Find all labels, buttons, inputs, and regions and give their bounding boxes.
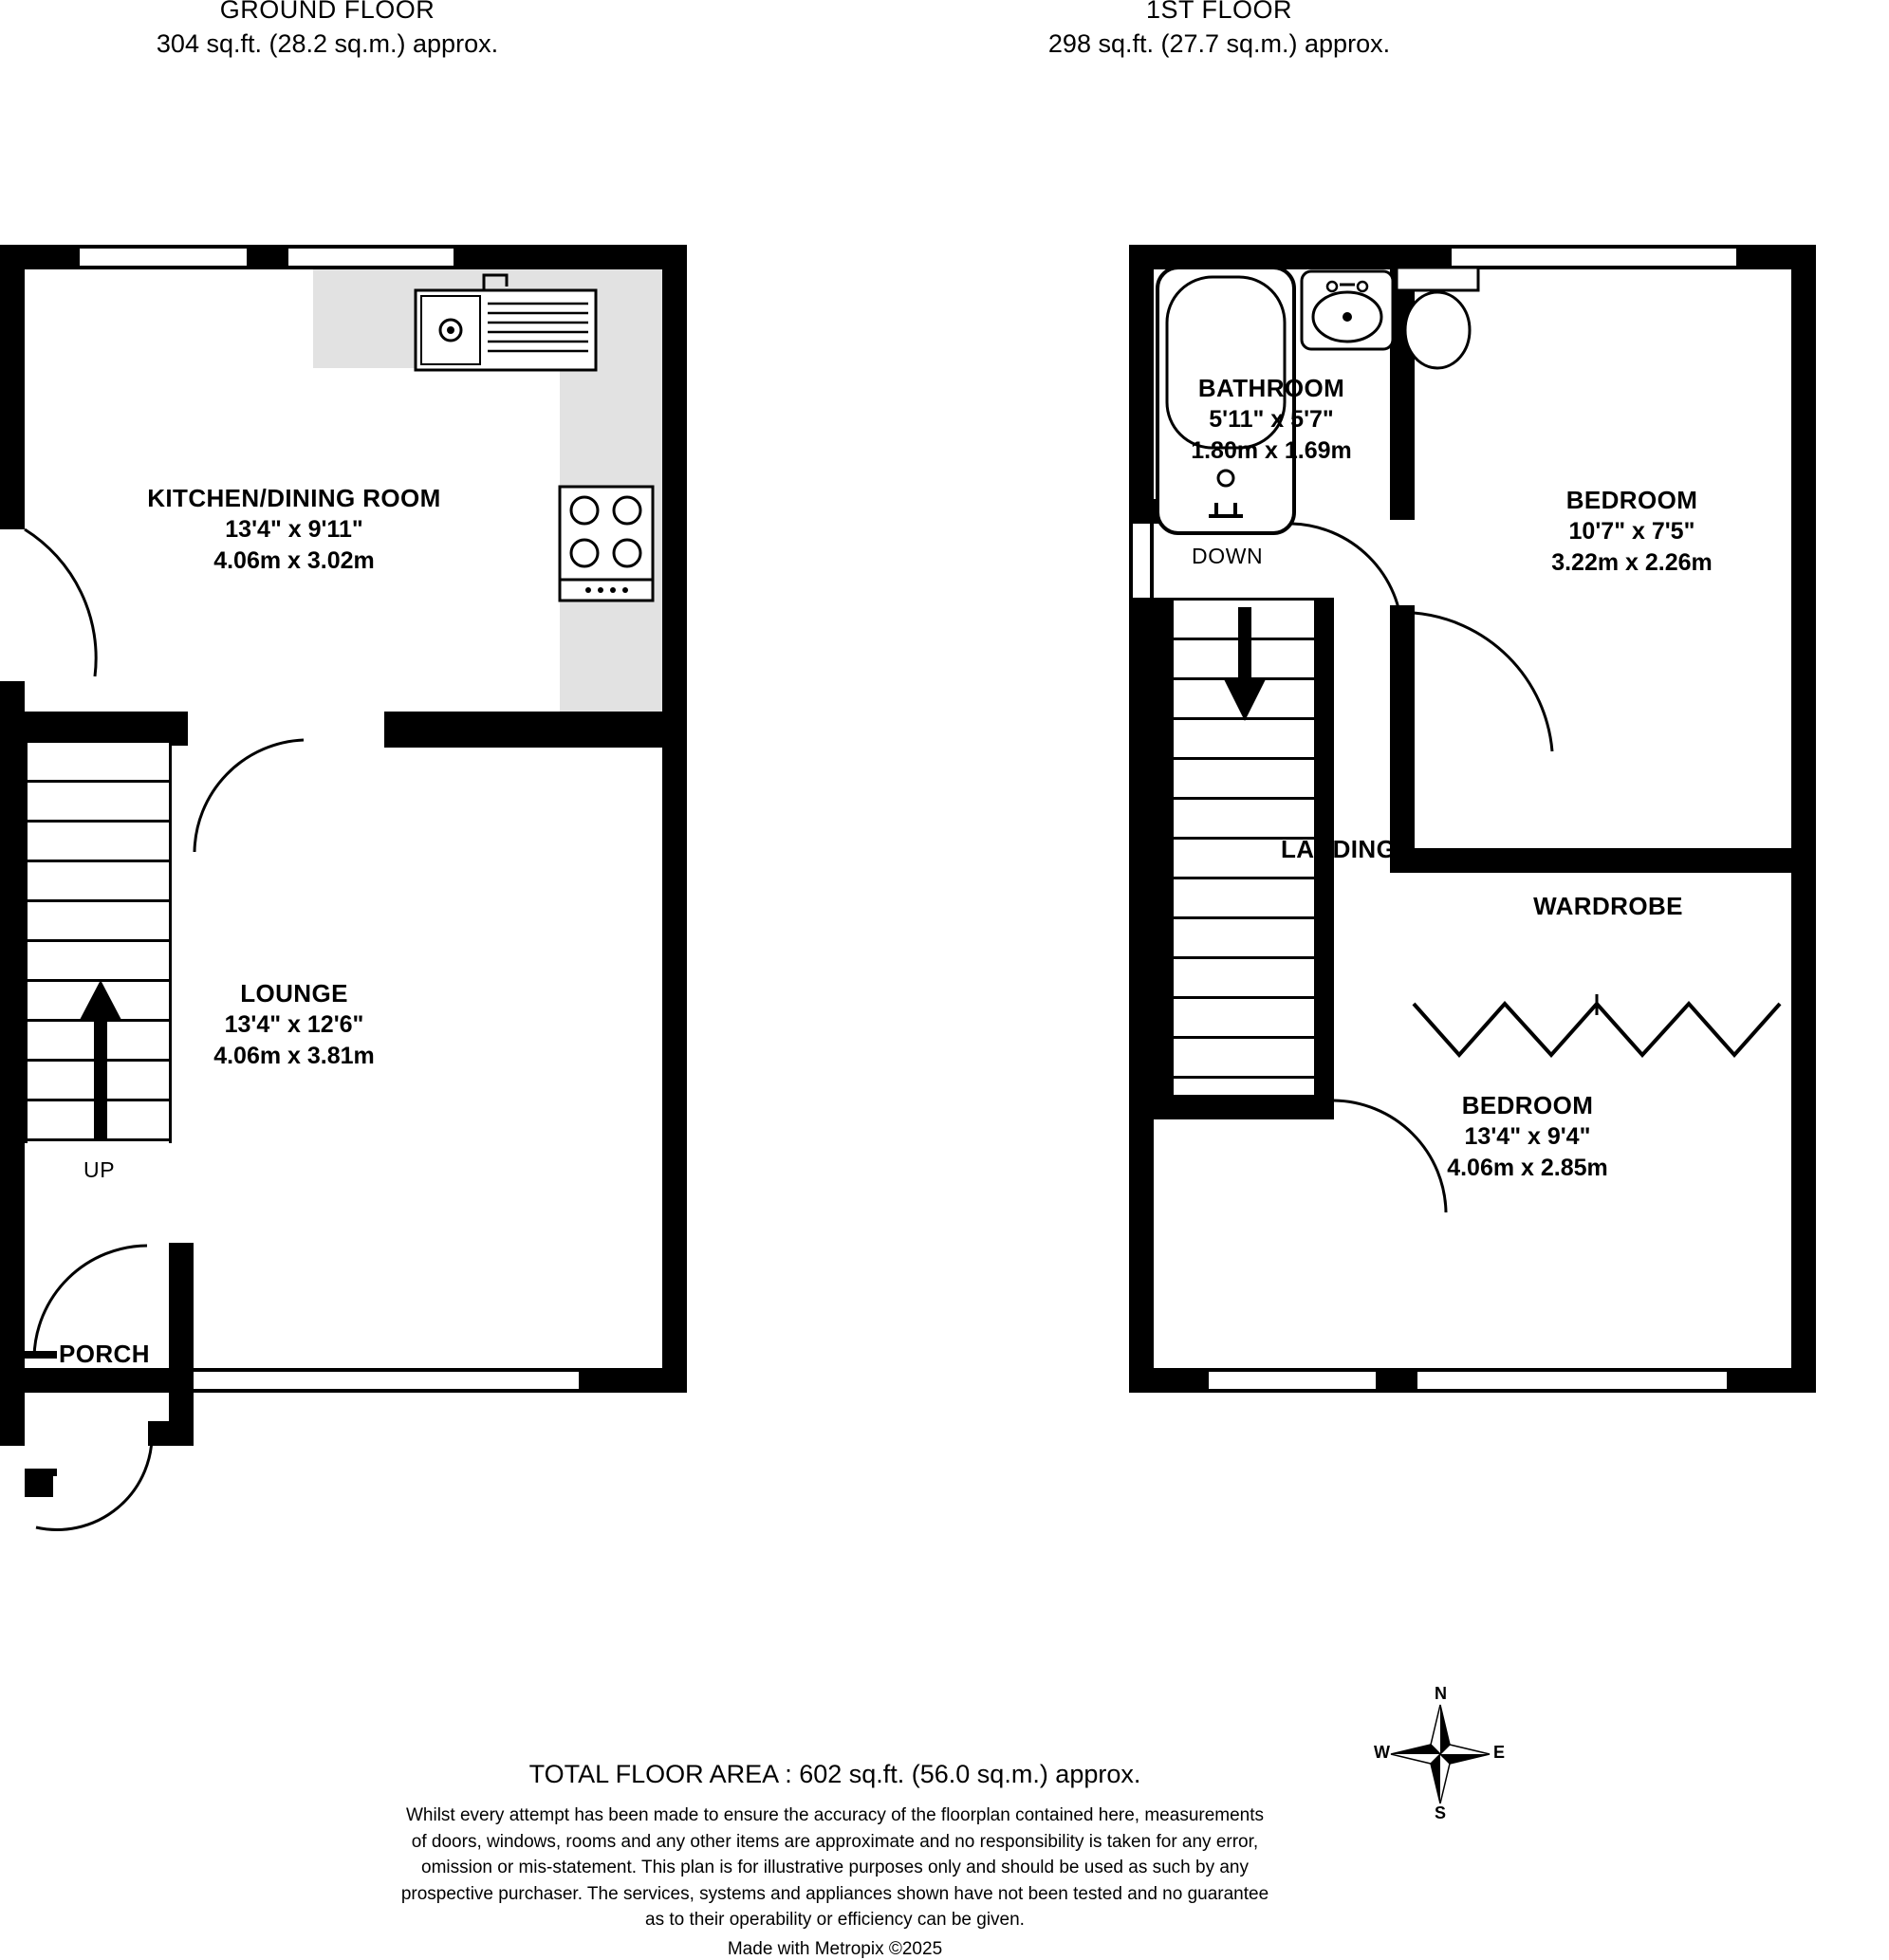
ground-floor-area: 304 sq.ft. (28.2 sq.m.) approx. xyxy=(156,29,499,59)
room-dim-imperial: 13'4" x 9'11" xyxy=(225,516,363,544)
room-dim-imperial: 10'7" x 7'5" xyxy=(1568,518,1695,545)
room-name: LOUNGE xyxy=(240,979,348,1008)
ground-floor-title: GROUND FLOOR xyxy=(219,0,435,24)
disclaimer-line: prospective purchaser. The services, systems and appliances shown have not been tested and no guarantee xyxy=(400,1883,1269,1904)
room-dim-metric: 1.80m x 1.69m xyxy=(1191,437,1352,465)
room-label-landing xyxy=(1281,833,1528,865)
kitchen-sink xyxy=(416,290,596,378)
stair-label-down: DOWN xyxy=(1192,544,1264,568)
room-name: BEDROOM xyxy=(1565,486,1698,514)
first-floor-header xyxy=(892,0,1546,62)
room-name: LANDING xyxy=(1281,835,1397,863)
stair-label-up: UP xyxy=(83,1157,116,1182)
compass-east-label: E xyxy=(1493,1743,1506,1762)
first-floor-title: 1ST FLOOR xyxy=(1145,0,1293,24)
room-dim-metric: 4.06m x 2.85m xyxy=(1447,1155,1608,1182)
room-dim-metric: 4.06m x 3.02m xyxy=(213,547,375,575)
first-floor-area: 298 sq.ft. (27.7 sq.m.) approx. xyxy=(1047,29,1391,59)
room-label-porch xyxy=(0,1338,209,1370)
room-dim-metric: 3.22m x 2.26m xyxy=(1551,549,1713,577)
ground-floor-plan xyxy=(0,245,702,1478)
kitchen-hob xyxy=(560,487,653,601)
compass-north-label: N xyxy=(1435,1684,1447,1703)
room-dim-imperial: 13'4" x 12'6" xyxy=(224,1011,364,1039)
disclaimer xyxy=(361,1803,1309,1933)
disclaimer-line: of doors, windows, rooms and any other items are approximate and no responsibility is taken for any error, xyxy=(411,1831,1259,1852)
stair-direction-arrow-down xyxy=(1222,607,1268,721)
made-with-credit: Made with Metropix ©2025 xyxy=(727,1938,943,1959)
room-name: BEDROOM xyxy=(1461,1091,1594,1119)
room-name: WARDROBE xyxy=(1533,892,1683,920)
room-name: PORCH xyxy=(59,1340,150,1368)
wardrobe-doors xyxy=(1414,994,1784,1070)
compass-rose xyxy=(1374,1684,1507,1826)
disclaimer-line: as to their operability or efficiency can be given. xyxy=(645,1910,1025,1931)
ground-floor-header xyxy=(0,0,655,62)
room-dim-imperial: 5'11" x 5'7" xyxy=(1209,406,1334,434)
compass-south-label: S xyxy=(1435,1803,1447,1822)
room-label-wardrobe xyxy=(1452,890,1765,922)
room-name: KITCHEN/DINING ROOM xyxy=(147,484,441,512)
room-label-bedroom-2 xyxy=(1347,1089,1708,1184)
first-floor-plan xyxy=(1129,245,1831,1478)
footer-block xyxy=(361,1760,1309,1960)
disclaimer-line: omission or mis-statement. This plan is for illustrative purposes only and should be used as such by any xyxy=(421,1858,1249,1878)
disclaimer-line: Whilst every attempt has been made to ensure the accuracy of the floorplan contained here, measurements xyxy=(405,1805,1265,1825)
room-dim-imperial: 13'4" x 9'4" xyxy=(1464,1123,1591,1151)
compass-west-label: W xyxy=(1374,1743,1390,1762)
room-label-bedroom-1 xyxy=(1471,484,1793,579)
room-label-bathroom xyxy=(1129,372,1414,467)
room-label-kitchen-dining xyxy=(57,482,531,577)
room-name: BATHROOM xyxy=(1197,374,1345,402)
room-label-lounge xyxy=(104,977,484,1072)
compass-star xyxy=(1391,1705,1490,1803)
total-floor-area: TOTAL FLOOR AREA : 602 sq.ft. (56.0 sq.m.) approx. xyxy=(528,1760,1141,1788)
room-dim-metric: 4.06m x 3.81m xyxy=(213,1043,375,1070)
